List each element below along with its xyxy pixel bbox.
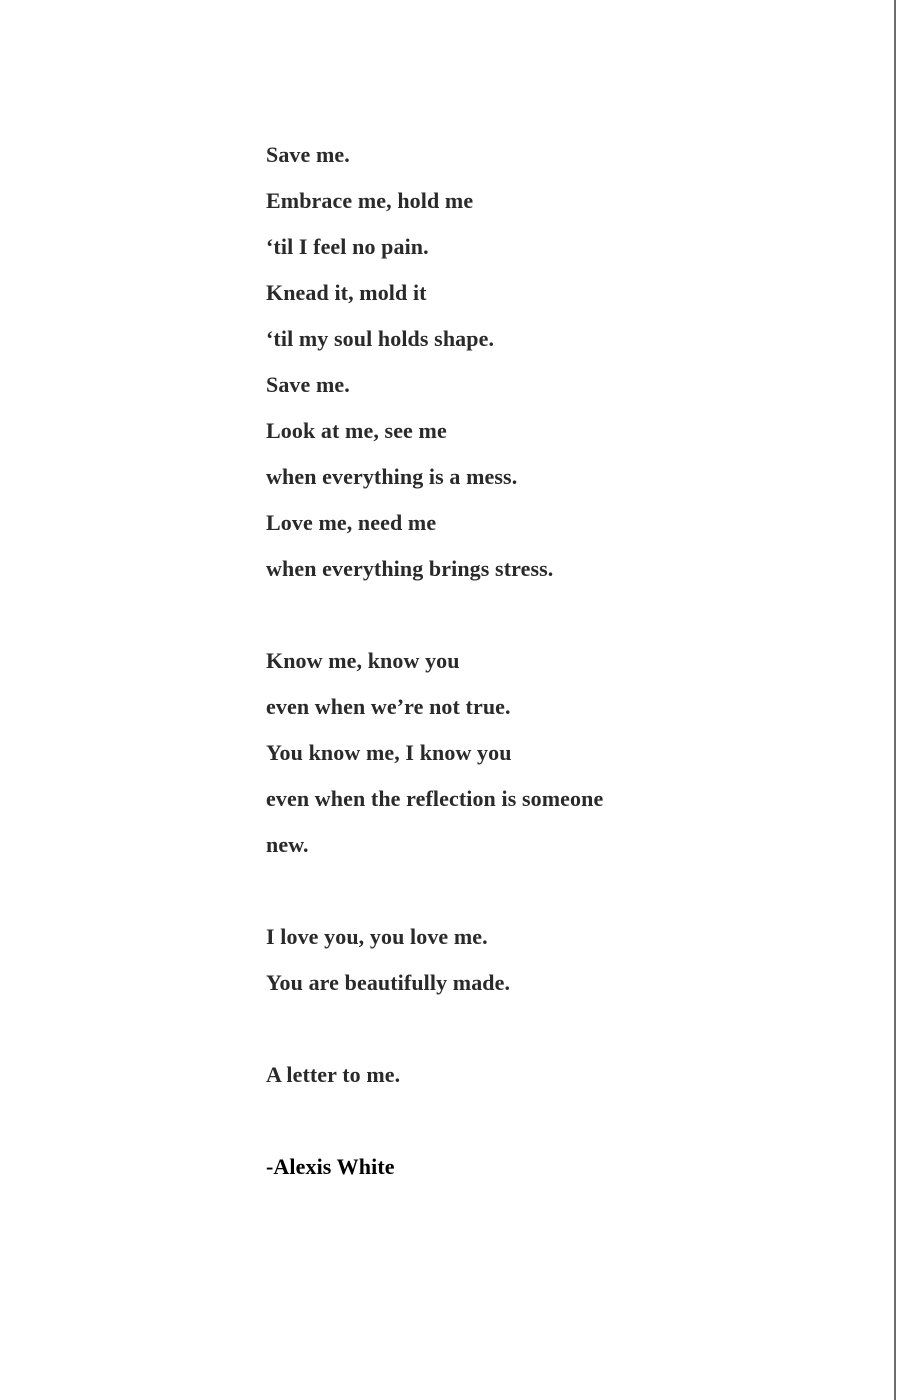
poem-line: Save me. (266, 372, 350, 397)
poem-line: Look at me, see me (266, 418, 447, 443)
poem-line: when everything is a mess. (266, 464, 518, 489)
poem-line: new. (266, 832, 309, 857)
poem-line: Embrace me, hold me (266, 188, 474, 213)
poem-line: even when the reflection is someone (266, 786, 604, 811)
poem-line: Know me, know you (266, 648, 460, 673)
poem-line: when everything brings stress. (266, 556, 554, 581)
poem (266, 132, 826, 1190)
poem-line: Love me, need me (266, 510, 437, 535)
poem-line: Save me. (266, 142, 350, 167)
poem-line: You are beautifully made. (266, 970, 511, 995)
stanza-3 (266, 914, 826, 1006)
poem-line: even when we’re not true. (266, 694, 511, 719)
poem-line: I love you, you love me. (266, 924, 488, 949)
stanza-1 (266, 132, 826, 592)
poem-line: You know me, I know you (266, 740, 512, 765)
stanza-2 (266, 638, 826, 868)
poem-line: ‘til my soul holds shape. (266, 326, 495, 351)
author-signature: -Alexis White (266, 1154, 395, 1179)
stanza-4 (266, 1052, 826, 1098)
poem-line: A letter to me. (266, 1062, 401, 1087)
poem-line: ‘til I feel no pain. (266, 234, 429, 259)
poem-line: Knead it, mold it (266, 280, 427, 305)
